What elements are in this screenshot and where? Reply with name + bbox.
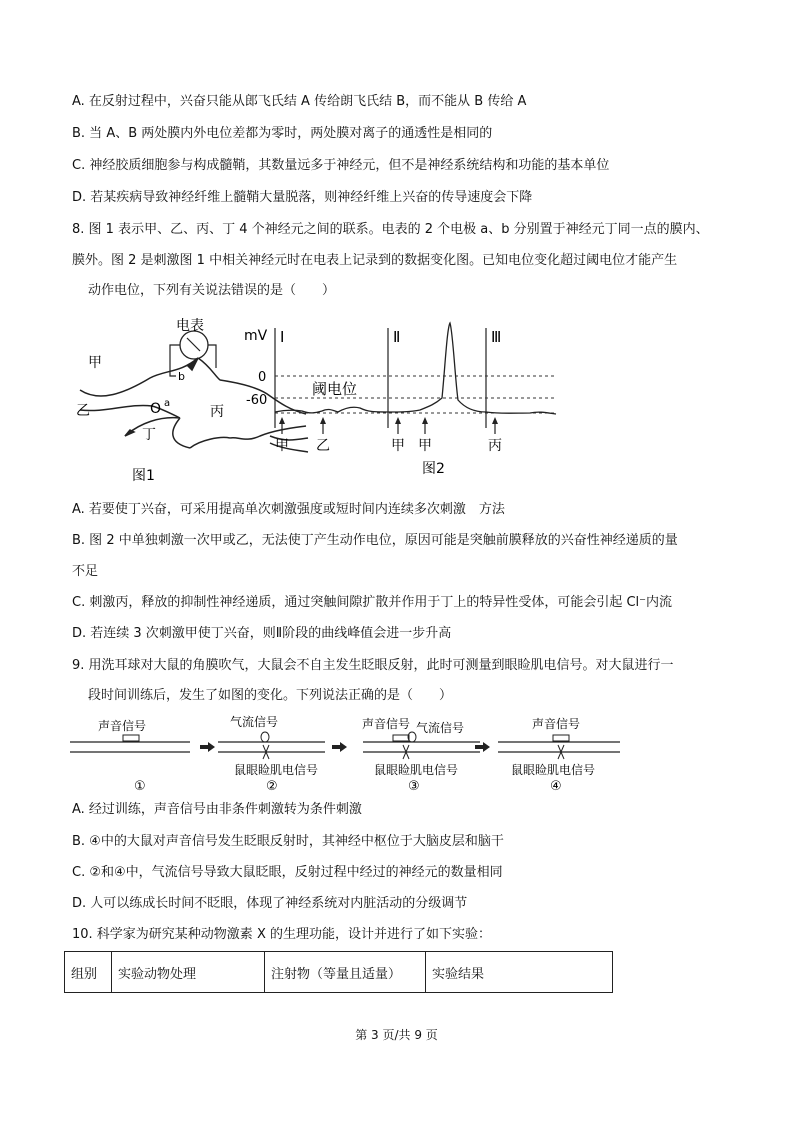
option-9c: C. ②和④中，气流信号导致大鼠眨眼，反射过程中经过的神经元的数量相同 bbox=[72, 865, 503, 880]
question-8-line2: 膜外。图 2 是刺激图 1 中相关神经元时在电表上记录到的数据变化图。已知电位变化超过阈电位才能产生 bbox=[72, 253, 678, 268]
tick-minus60: -60 bbox=[246, 393, 268, 408]
header-treatment: 实验动物处理 bbox=[112, 952, 265, 993]
option-9a: A. 经过训练，声音信号由非条件刺激转为条件刺激 bbox=[72, 802, 362, 817]
figure-1-2 bbox=[70, 318, 590, 490]
question-8-line1: 8. 图 1 表示甲、乙、丙、丁 4 个神经元之间的联系。电表的 2 个电极 a、b 分别置于神经元丁同一点的膜内、 bbox=[72, 222, 709, 237]
label-3: ③ bbox=[408, 779, 420, 794]
option-8c: C. 刺激丙，释放的抑制性神经递质，通过突触间隙扩散并作用于丁上的特异性受体，可能会引起 Cl⁻内流 bbox=[72, 595, 673, 610]
stim-jia-2: 甲 bbox=[391, 438, 405, 454]
label-2: ② bbox=[266, 779, 278, 794]
threshold-label: 阈电位 bbox=[312, 380, 358, 398]
label-1: ① bbox=[134, 779, 146, 794]
figure-2 bbox=[244, 323, 556, 477]
stage-3-label: Ⅲ bbox=[491, 328, 502, 346]
stim-bing: 丙 bbox=[488, 438, 502, 454]
figure-2-caption: 图2 bbox=[422, 461, 445, 477]
option-7a: A. 在反射过程中，兴奋只能从郎飞氏结 A 传给朗飞氏结 B，而不能从 B 传给 A bbox=[72, 94, 527, 109]
table-header-row bbox=[65, 952, 613, 993]
figure-1 bbox=[80, 358, 308, 452]
option-7c: C. 神经胶质细胞参与构成髓鞘，其数量远多于神经元，但不是神经系统结构和功能的基本单位 bbox=[72, 158, 610, 173]
option-8b-line1: B. 图 2 中单独刺激一次甲或乙，无法使丁产生动作电位，原因可能是突触前膜释放的兴奋性神经递质的量 bbox=[72, 533, 678, 548]
electrode-b-label: b bbox=[178, 370, 185, 383]
page-footer: 第 3 页/共 9 页 bbox=[355, 1028, 438, 1042]
air-signal-3: 气流信号 bbox=[416, 721, 465, 735]
sound-signal-3: 声音信号 bbox=[362, 717, 411, 731]
figure-1-caption: 图1 bbox=[132, 468, 155, 484]
emg-signal-2: 鼠眼睑肌电信号 bbox=[234, 763, 319, 777]
option-8a: A. 若要使丁兴奋，可采用提高单次刺激强度或短时间内连续多次刺激 方法 bbox=[72, 502, 505, 517]
question-10: 10. 科学家为研究某种动物激素 X 的生理功能，设计并进行了如下实验： bbox=[72, 927, 491, 942]
neuron-jia-label: 甲 bbox=[88, 355, 102, 371]
option-7b: B. 当 A、B 两处膜内外电位差都为零时，两处膜对离子的通透性是相同的 bbox=[72, 126, 493, 141]
tick-zero: 0 bbox=[258, 370, 267, 385]
stim-jia-1: 甲 bbox=[275, 438, 289, 454]
meter-label: 电表 bbox=[176, 318, 204, 334]
point-o-label: O bbox=[150, 401, 162, 417]
electrode-a-label: a bbox=[164, 398, 171, 409]
sound-signal-1: 声音信号 bbox=[98, 719, 147, 733]
experiment-table bbox=[64, 951, 613, 993]
figure-3 bbox=[70, 712, 630, 794]
header-group: 组别 bbox=[65, 952, 112, 993]
stage-2-label: Ⅱ bbox=[393, 328, 401, 346]
air-signal-2: 气流信号 bbox=[230, 715, 279, 729]
question-8-line3: 动作电位，下列有关说法错误的是（ ） bbox=[88, 283, 336, 298]
neuron-bing-label: 丙 bbox=[210, 404, 224, 420]
emg-signal-4: 鼠眼睑肌电信号 bbox=[511, 763, 596, 777]
neuron-yi-label: 乙 bbox=[76, 403, 90, 419]
header-injection: 注射物（等量且适量） bbox=[265, 952, 426, 993]
sound-signal-4: 声音信号 bbox=[532, 717, 581, 731]
option-9b: B. ④中的大鼠对声音信号发生眨眼反射时，其神经中枢位于大脑皮层和脑干 bbox=[72, 834, 504, 849]
option-8d: D. 若连续 3 次刺激甲使丁兴奋，则Ⅱ阶段的曲线峰值会进一步升高 bbox=[72, 626, 452, 641]
stim-jia-3: 甲 bbox=[418, 438, 432, 454]
option-8b-line2: 不足 bbox=[72, 564, 99, 579]
option-7d: D. 若某疾病导致神经纤维上髓鞘大量脱落，则神经纤维上兴奋的传导速度会下降 bbox=[72, 190, 533, 205]
header-result: 实验结果 bbox=[426, 952, 613, 993]
unit-label: mV bbox=[244, 328, 268, 344]
label-4: ④ bbox=[550, 779, 562, 794]
stage-1-label: Ⅰ bbox=[280, 328, 285, 346]
question-9-line1: 9. 用洗耳球对大鼠的角膜吹气，大鼠会不自主发生眨眼反射，此时可测量到眼睑肌电信号。对大鼠进行一 bbox=[72, 658, 674, 673]
stim-yi: 乙 bbox=[316, 438, 330, 454]
emg-signal-3: 鼠眼睑肌电信号 bbox=[374, 763, 459, 777]
option-9d: D. 人可以练成长时间不眨眼，体现了神经系统对内脏活动的分级调节 bbox=[72, 896, 468, 911]
neuron-ding-label: 丁 bbox=[142, 427, 156, 443]
question-9-line2: 段时间训练后，发生了如图的变化。下列说法正确的是（ ） bbox=[88, 688, 453, 703]
